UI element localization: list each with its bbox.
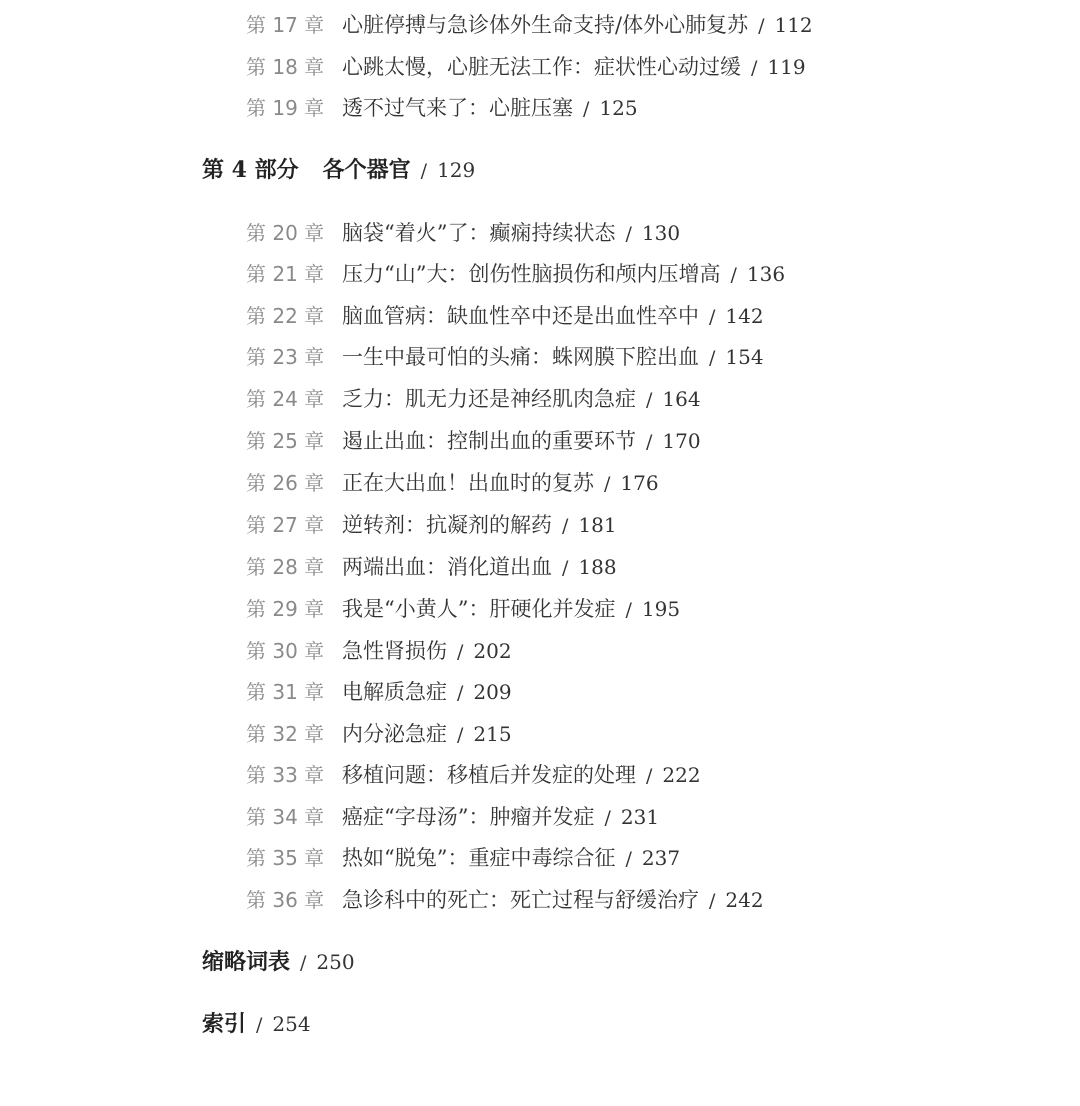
chapter-title: 电解质急症 (342, 680, 447, 704)
chapter-title: 心脏停搏与急诊体外生命支持/体外心肺复苏 (342, 13, 749, 37)
chapter-number: 第 36 章 (246, 888, 325, 912)
part-heading (202, 152, 475, 188)
page-number: 215 (473, 722, 512, 746)
chapter-title: 心跳太慢，心脏无法工作：症状性心动过缓 (342, 55, 741, 79)
chapter-number: 第 21 章 (246, 262, 325, 286)
page-number: 250 (316, 950, 355, 974)
page-number: 188 (578, 555, 617, 579)
glossary-title: 缩略词表 (202, 949, 291, 975)
separator: / (457, 641, 464, 663)
chapter-title: 热如“脱兔”：重症中毒综合征 (342, 846, 616, 870)
page-number: 231 (620, 805, 660, 829)
toc-entry (246, 633, 512, 669)
toc-entry (246, 716, 512, 752)
separator: / (625, 848, 632, 870)
chapter-number: 第 27 章 (246, 513, 325, 537)
toc-entry (246, 840, 680, 876)
page-number: 142 (725, 304, 764, 328)
page-number: 154 (725, 345, 764, 369)
index-title: 索引 (202, 1011, 247, 1037)
chapter-number: 第 26 章 (246, 471, 325, 495)
toc-entry (246, 7, 813, 43)
chapter-title: 我是“小黄人”：肝硬化并发症 (342, 597, 616, 621)
chapter-number: 第 28 章 (246, 555, 325, 579)
page-number: 181 (578, 513, 617, 537)
chapter-number: 第 35 章 (246, 846, 325, 870)
page-number: 254 (272, 1012, 311, 1036)
toc-entry (246, 799, 659, 835)
chapter-number: 第 32 章 (246, 722, 325, 746)
separator: / (420, 160, 428, 182)
separator: / (583, 98, 590, 120)
chapter-title: 乏力：肌无力还是神经肌肉急症 (342, 387, 636, 411)
toc-entry (246, 674, 512, 710)
chapter-number: 第 17 章 (246, 13, 325, 37)
separator: / (604, 807, 611, 829)
toc-entry (246, 549, 617, 585)
separator: / (457, 724, 464, 746)
separator: / (256, 1014, 263, 1036)
chapter-title: 癌症“字母汤”：肿瘤并发症 (342, 805, 595, 829)
separator: / (646, 431, 653, 453)
toc-entry (246, 465, 659, 501)
part-label: 第 4 部分 (202, 157, 299, 183)
chapter-title: 遏止出血：控制出血的重要环节 (342, 429, 636, 453)
page-number: 112 (774, 13, 813, 37)
chapter-number: 第 19 章 (246, 96, 325, 120)
separator: / (646, 765, 653, 787)
chapter-number: 第 20 章 (246, 221, 325, 245)
separator: / (709, 306, 716, 328)
separator: / (709, 890, 716, 912)
glossary-heading (202, 944, 355, 980)
page-number: 136 (746, 262, 786, 286)
chapter-number: 第 24 章 (246, 387, 325, 411)
page-number: 209 (473, 680, 512, 704)
chapter-title: 两端出血：消化道出血 (342, 555, 552, 579)
page-number: 125 (599, 96, 638, 120)
page-number: 176 (620, 471, 659, 495)
separator: / (562, 515, 569, 537)
separator: / (604, 473, 611, 495)
chapter-title: 急性肾损伤 (342, 639, 447, 663)
chapter-title: 脑袋“着火”了：癫痫持续状态 (342, 221, 616, 245)
chapter-title: 脑血管病：缺血性卒中还是出血性卒中 (342, 304, 699, 328)
chapter-title: 压力“山”大：创伤性脑损伤和颅内压增高 (342, 262, 721, 286)
chapter-title: 正在大出血！出血时的复苏 (342, 471, 594, 495)
toc-entry (246, 298, 764, 334)
chapter-number: 第 22 章 (246, 304, 325, 328)
chapter-title: 透不过气来了：心脏压塞 (342, 96, 573, 120)
chapter-number: 第 25 章 (246, 429, 325, 453)
separator: / (562, 557, 569, 579)
separator: / (457, 682, 464, 704)
toc-entry (246, 49, 806, 85)
separator: / (300, 952, 307, 974)
chapter-title: 急诊科中的死亡：死亡过程与舒缓治疗 (342, 888, 699, 912)
separator: / (758, 15, 765, 37)
part-title: 各个器官 (322, 157, 411, 183)
toc-entry (246, 507, 617, 543)
page-number: 170 (662, 429, 701, 453)
chapter-number: 第 18 章 (246, 55, 325, 79)
chapter-number: 第 30 章 (246, 639, 325, 663)
page-number: 164 (662, 387, 701, 411)
toc-entry (246, 90, 638, 126)
page-number: 242 (725, 888, 764, 912)
chapter-title: 内分泌急症 (342, 722, 447, 746)
toc-entry (246, 381, 701, 417)
toc-entry (246, 882, 764, 918)
chapter-number: 第 34 章 (246, 805, 325, 829)
separator: / (709, 347, 716, 369)
toc-entry (246, 423, 701, 459)
page-number: 130 (641, 221, 681, 245)
page-number: 222 (662, 763, 701, 787)
page-number: 119 (767, 55, 806, 79)
separator: / (751, 57, 758, 79)
separator: / (646, 389, 653, 411)
page-number: 237 (641, 846, 681, 870)
page-number: 202 (473, 639, 512, 663)
index-heading (202, 1006, 311, 1042)
toc-entry (246, 256, 785, 292)
page-number: 195 (641, 597, 681, 621)
toc-entry (246, 215, 680, 251)
separator: / (625, 599, 632, 621)
chapter-title: 一生中最可怕的头痛：蛛网膜下腔出血 (342, 345, 699, 369)
toc-entry (246, 757, 701, 793)
toc-entry (246, 591, 680, 627)
chapter-number: 第 31 章 (246, 680, 325, 704)
separator: / (625, 223, 632, 245)
separator: / (730, 264, 737, 286)
chapter-title: 移植问题：移植后并发症的处理 (342, 763, 636, 787)
page-number: 129 (437, 158, 476, 182)
chapter-number: 第 23 章 (246, 345, 325, 369)
chapter-number: 第 29 章 (246, 597, 325, 621)
chapter-title: 逆转剂：抗凝剂的解药 (342, 513, 552, 537)
toc-entry (246, 339, 764, 375)
chapter-number: 第 33 章 (246, 763, 325, 787)
